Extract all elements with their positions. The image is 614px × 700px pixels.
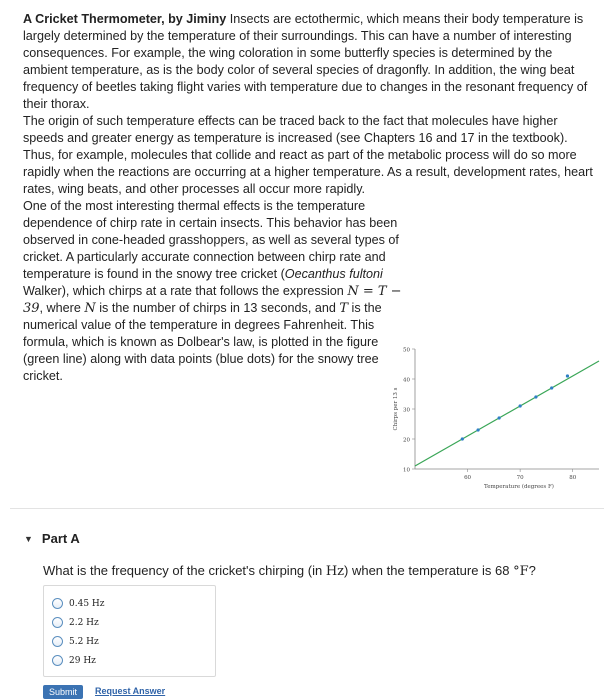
choice-5-2-hz[interactable]: 5.2 Hz — [52, 636, 99, 647]
section-divider — [10, 508, 604, 509]
y-tick-label: 10 — [403, 467, 410, 474]
x-tick-label: 60 — [464, 475, 472, 481]
y-tick-label: 50 — [403, 347, 410, 354]
x-tick-label: 80 — [569, 475, 577, 481]
y-tick-label: 30 — [403, 407, 410, 414]
y-axis-label: Chirps per 13 s — [393, 387, 399, 431]
dolbear-equation: N = T − 39 — [23, 284, 402, 316]
data-point — [476, 428, 479, 431]
y-tick-label: 40 — [403, 377, 410, 384]
data-point — [461, 437, 464, 440]
radio-icon[interactable] — [52, 655, 63, 666]
y-tick-label: 20 — [403, 437, 410, 444]
data-point — [519, 404, 522, 407]
radio-icon[interactable] — [52, 636, 63, 647]
chevron-down-icon: ▼ — [24, 533, 33, 544]
data-point — [534, 395, 537, 398]
radio-icon[interactable] — [52, 617, 63, 628]
passage-title: A Cricket Thermometer, by Jiminy — [23, 12, 227, 26]
choice-2-2-hz[interactable]: 2.2 Hz — [52, 617, 99, 628]
part-a-label: Part A — [41, 531, 80, 546]
dolbear-law-line — [415, 361, 599, 466]
request-answer-link[interactable]: Request Answer — [95, 686, 166, 696]
dolbear-chart — [373, 345, 605, 491]
part-a-toggle[interactable] — [24, 531, 80, 546]
x-axis-label: Temperature (degrees F) — [484, 484, 554, 490]
choice-29-hz[interactable]: 29 Hz — [52, 655, 96, 666]
data-point — [550, 386, 553, 389]
radio-icon[interactable] — [52, 598, 63, 609]
problem-passage — [23, 11, 598, 385]
choice-0-45-hz[interactable]: 0.45 Hz — [52, 598, 105, 609]
submit-button[interactable]: Submit — [43, 685, 83, 699]
part-a-question: What is the frequency of the cricket's chirping (in Hz) when the temperature is 68 °F? — [43, 563, 536, 579]
x-tick-label: 70 — [516, 475, 524, 481]
data-point — [498, 416, 501, 419]
answer-choices — [43, 585, 216, 677]
data-point — [566, 374, 569, 377]
paragraph-1: A Cricket Thermometer, by Jiminy Insects are ectothermic, which means their body temperature is largely determined by the temperature of their surroundings. This can have a number of interesting consequences. For example, the wing coloration in some butterfly species is determined by the ambient temperature, as is the body color of several species of dragonfly. In addition, the wing beat frequency of beetles taking flight varies with temperature due to changes in the resonant frequency of their thorax. — [23, 12, 588, 111]
paragraph-2: The origin of such temperature effects can be traced back to the fact that molecules have higher speeds and greater energy as temperature is increased (see Chapters 16 and 17 in the textbook). Thus, for example, molecules that collide and react as part of the metabolic process will do so more rapidly when the reactions are occurring at a higher temperature. As a result, development rates, heart rates, wing beats, and other processes all occur more rapidly. — [23, 114, 593, 196]
paragraph-3: One of the most interesting thermal effects is the temperature dependence of chirp rate in certain insects. This behavior has been observed in cone-headed grasshoppers, as well as several types of cricket. A particularly accurate connection between chirp rate and temperature is found in the snowy tree cricket (Oecanthus fultoni Walker), which chirps at a rate that follows the expression N = T − 39, where N is the number of chirps in 13 seconds, and T is the numerical value of the temperature in degrees Fahrenheit. This formula, which is known as Dolbear's law, is plotted in the figure (green line) along with data points (blue dots) for the snowy tree cricket. — [23, 199, 402, 383]
